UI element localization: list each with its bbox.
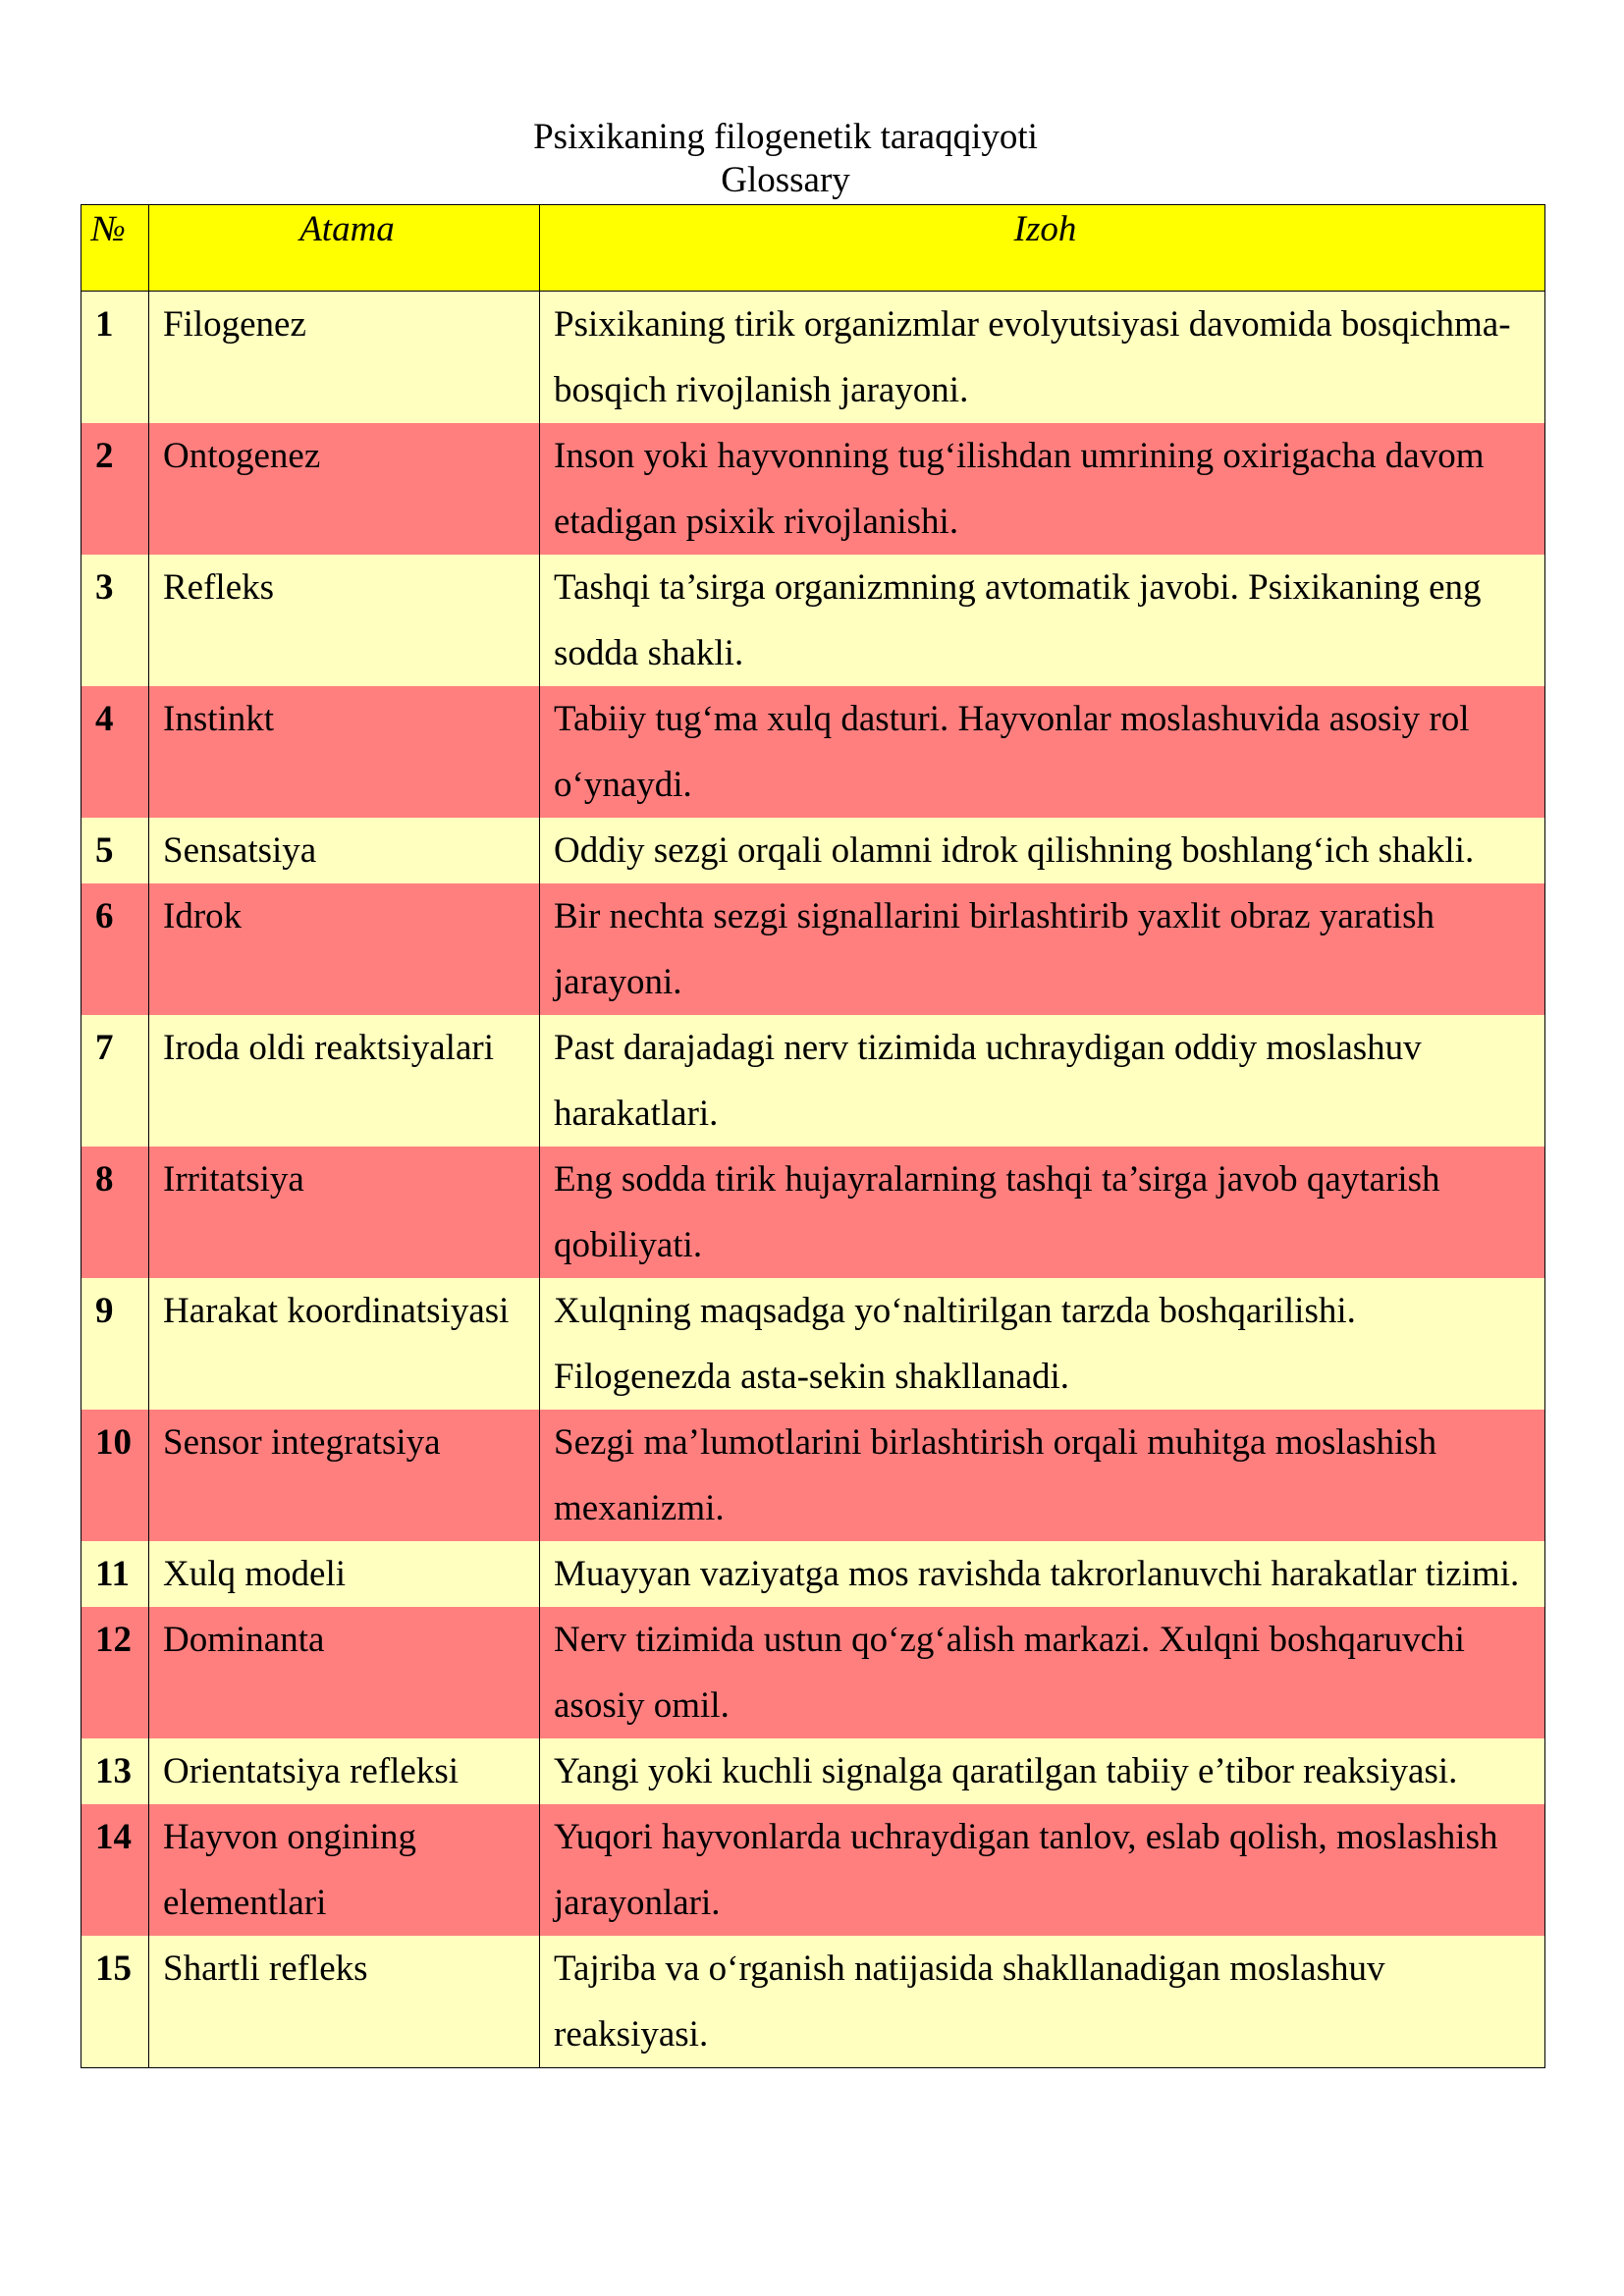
row-number: 12 xyxy=(81,1607,149,1738)
row-term: Sensor integratsiya xyxy=(149,1410,540,1541)
table-row xyxy=(81,1804,1545,1936)
row-definition: Nerv tizimida ustun qo‘zg‘alish markazi. Xulqni boshqaruvchi asosiy omil. xyxy=(540,1607,1545,1738)
table-row xyxy=(81,1541,1545,1607)
row-term: Filogenez xyxy=(149,292,540,424)
table-row xyxy=(81,1936,1545,2068)
row-definition: Sezgi ma’lumotlarini birlashtirish orqali muhitga moslashish mexanizmi. xyxy=(540,1410,1545,1541)
row-definition: Psixikaning tirik organizmlar evolyutsiyasi davomida bosqichma-bosqich rivojlanish jarayoni. xyxy=(540,292,1545,424)
row-definition: Xulqning maqsadga yo‘naltirilgan tarzda boshqarilishi. Filogenezda asta-sekin shakllanadi. xyxy=(540,1278,1545,1410)
table-row xyxy=(81,1015,1545,1147)
table-row xyxy=(81,1147,1545,1278)
row-definition: Tajriba va o‘rganish natijasida shakllanadigan moslashuv reaksiyasi. xyxy=(540,1936,1545,2068)
table-row xyxy=(81,1410,1545,1541)
column-header-number: № xyxy=(81,205,149,292)
table-row xyxy=(81,555,1545,686)
table-row xyxy=(81,883,1545,1015)
row-term: Xulq modeli xyxy=(149,1541,540,1607)
row-number: 4 xyxy=(81,686,149,818)
header-row xyxy=(81,205,1545,292)
glossary-table-header xyxy=(81,205,1545,292)
table-row xyxy=(81,686,1545,818)
row-number: 15 xyxy=(81,1936,149,2068)
row-term: Harakat koordinatsiyasi xyxy=(149,1278,540,1410)
row-number: 9 xyxy=(81,1278,149,1410)
row-term: Refleks xyxy=(149,555,540,686)
row-term: Sensatsiya xyxy=(149,818,540,883)
table-row xyxy=(81,1607,1545,1738)
table-row xyxy=(81,292,1545,424)
row-term: Dominanta xyxy=(149,1607,540,1738)
row-definition: Oddiy sezgi orqali olamni idrok qilishning boshlang‘ich shakli. xyxy=(540,818,1545,883)
row-number: 3 xyxy=(81,555,149,686)
table-row xyxy=(81,423,1545,555)
table-row xyxy=(81,818,1545,883)
row-number: 7 xyxy=(81,1015,149,1147)
column-header-definition: Izoh xyxy=(540,205,1545,292)
row-number: 5 xyxy=(81,818,149,883)
row-number: 6 xyxy=(81,883,149,1015)
glossary-table-body xyxy=(81,292,1545,2068)
row-definition: Muayyan vaziyatga mos ravishda takrorlanuvchi harakatlar tizimi. xyxy=(540,1541,1545,1607)
document-title: Psixikaning filogenetik taraqqiyoti xyxy=(533,117,1038,157)
row-definition: Yuqori hayvonlarda uchraydigan tanlov, eslab qolish, moslashish jarayonlari. xyxy=(540,1804,1545,1936)
row-term: Idrok xyxy=(149,883,540,1015)
row-number: 11 xyxy=(81,1541,149,1607)
table-row xyxy=(81,1278,1545,1410)
row-definition: Inson yoki hayvonning tug‘ilishdan umrining oxirigacha davom etadigan psixik rivojlanishi. xyxy=(540,423,1545,555)
row-term: Ontogenez xyxy=(149,423,540,555)
row-term: Irritatsiya xyxy=(149,1147,540,1278)
glossary-table xyxy=(81,204,1545,2068)
table-row xyxy=(81,1738,1545,1804)
row-number: 2 xyxy=(81,423,149,555)
row-term: Instinkt xyxy=(149,686,540,818)
document-subtitle: Glossary xyxy=(721,160,850,200)
row-number: 13 xyxy=(81,1738,149,1804)
row-definition: Eng sodda tirik hujayralarning tashqi ta’sirga javob qaytarish qobiliyati. xyxy=(540,1147,1545,1278)
row-number: 10 xyxy=(81,1410,149,1541)
row-definition: Tabiiy tug‘ma xulq dasturi. Hayvonlar moslashuvida asosiy rol o‘ynaydi. xyxy=(540,686,1545,818)
row-definition: Tashqi ta’sirga organizmning avtomatik javobi. Psixikaning eng sodda shakli. xyxy=(540,555,1545,686)
row-term: Orientatsiya refleksi xyxy=(149,1738,540,1804)
row-term: Hayvon ongining elementlari xyxy=(149,1804,540,1936)
row-definition: Bir nechta sezgi signallarini birlashtirib yaxlit obraz yaratish jarayoni. xyxy=(540,883,1545,1015)
row-number: 14 xyxy=(81,1804,149,1936)
document-header xyxy=(520,116,1051,202)
column-header-term: Atama xyxy=(149,205,540,292)
row-definition: Yangi yoki kuchli signalga qaratilgan tabiiy e’tibor reaksiyasi. xyxy=(540,1738,1545,1804)
row-term: Iroda oldi reaktsiyalari xyxy=(149,1015,540,1147)
row-number: 1 xyxy=(81,292,149,424)
row-term: Shartli refleks xyxy=(149,1936,540,2068)
row-number: 8 xyxy=(81,1147,149,1278)
row-definition: Past darajadagi nerv tizimida uchraydigan oddiy moslashuv harakatlari. xyxy=(540,1015,1545,1147)
